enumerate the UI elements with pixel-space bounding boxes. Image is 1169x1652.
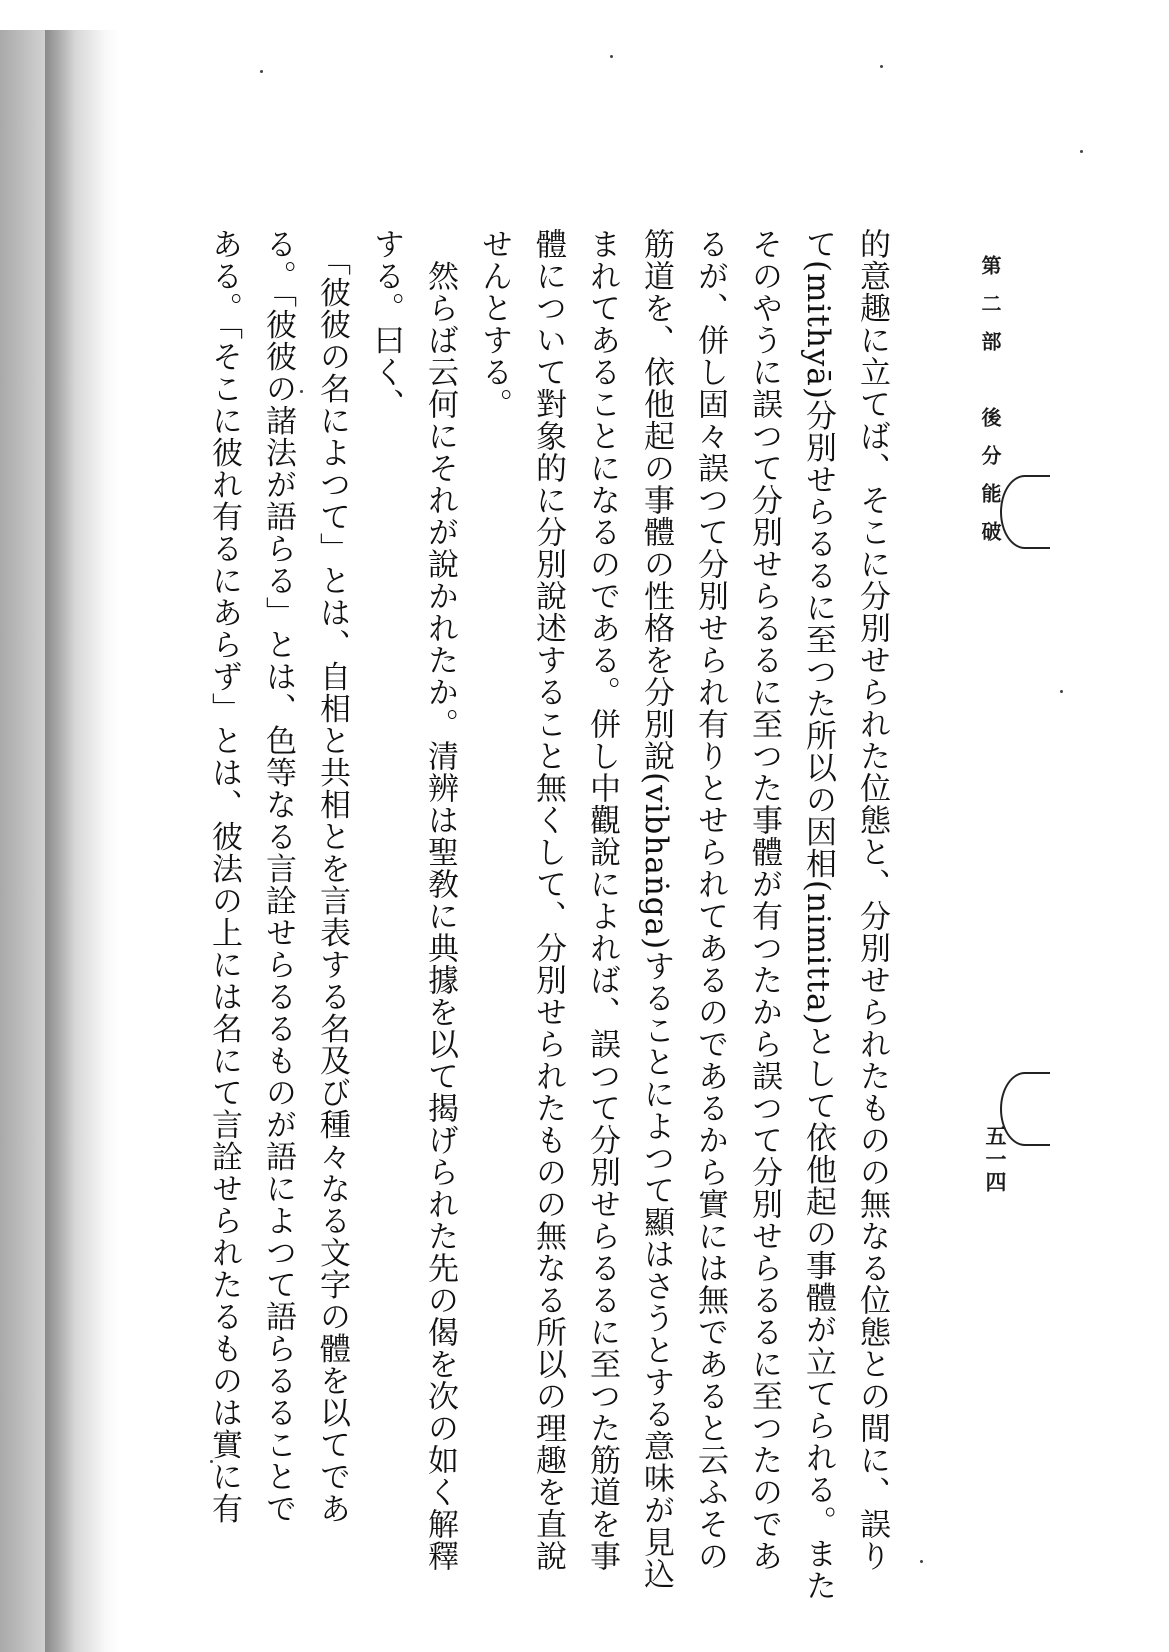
- scan-speck: [610, 55, 613, 58]
- text-column: 筋道を、依他起の事體の性格を分別說(vibhaṅga)することによつて顯はさうとする意味が見込: [638, 228, 674, 1591]
- text-column: せんとする。: [476, 228, 512, 420]
- text-column: まれてあることになるのである。併し中觀說によれば、誤つて分別せらるるに至つた筋道を事: [584, 228, 620, 1572]
- running-header: 第二部 後分能破: [978, 255, 1002, 559]
- scan-speck: [260, 70, 263, 73]
- scan-speck: [920, 1560, 923, 1563]
- body-text: [197, 228, 899, 1602]
- scan-shadow-inner: [45, 30, 105, 1652]
- page-number: 五一四: [983, 1125, 1008, 1194]
- text-column: る。「彼彼の諸法が語らる」とは、色等なる言詮せらるるものが語によつて語らるることで: [260, 228, 296, 1525]
- text-column: する。曰く、: [368, 228, 404, 420]
- text-column: そのやうに誤つて分別せらるるに至つた事體が有つたから誤つて分別せらるるに至つたのであ: [746, 228, 782, 1572]
- text-column: 然らば云何にそれが說かれたか。清辨は聖敎に典據を以て揭げられた先の偈を次の如く解釋: [422, 228, 458, 1572]
- scan-speck: [1080, 150, 1083, 153]
- text-column: ある。「そこに彼れ有るにあらず」とは、彼法の上には名にて言詮せられたるものは實に有: [206, 228, 242, 1525]
- stray-bracket-mark: [1000, 475, 1050, 549]
- text-column: 體について對象的に分別說述すること無くして、分別せられたものの無なる所以の理趣を直說: [530, 228, 566, 1572]
- scan-speck: [1060, 690, 1063, 693]
- text-column: 的意趣に立てば、そこに分別せられた位態と、分別せられたものの無なる位態との間に、誤り: [854, 228, 890, 1572]
- scan-speck: [880, 65, 883, 68]
- text-column: て(mithyā)分別せらるるに至つた所以の因相(nimitta)として依他起の事體が立てられる。また: [800, 228, 836, 1602]
- text-column: るが、併し固々誤つて分別せられ有りとせられてあるのであるから實には無であると云ふその: [692, 228, 728, 1572]
- text-column: 「彼彼の名によつて」とは、自相と共相とを言表する名及び種々なる文字の體を以てであ: [314, 228, 350, 1525]
